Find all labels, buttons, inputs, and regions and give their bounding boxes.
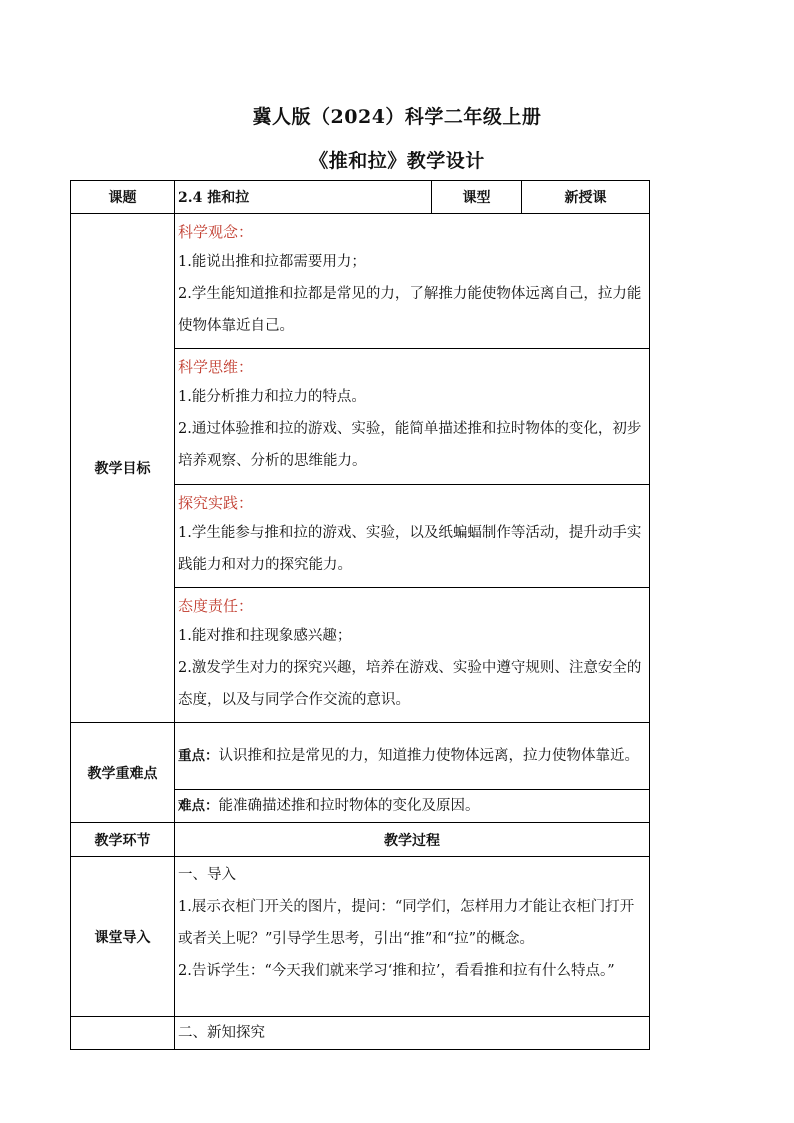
- process-header: 教学过程: [175, 823, 650, 857]
- goal-heading: 科学思维：: [178, 358, 254, 376]
- document-title: 冀人版（2024）科学二年级上册: [252, 106, 542, 128]
- goal-section-concept: [175, 214, 650, 349]
- type-value: 新授课: [522, 181, 650, 214]
- goal-line: 2.学生能知道推和拉都是常见的力，了解推力能使物体远离自己，拉力能使物体靠近自己。: [178, 286, 642, 334]
- intro-line: 1.展示衣柜门开关的图片，提问：“同学们，怎样用力才能让衣柜门打开或者关上呢？”引导学生思考，引出“推”和“拉”的概念。: [178, 899, 635, 947]
- type-label: 课型: [432, 181, 522, 214]
- goal-line: 1.能分析推力和拉力的特点。: [178, 389, 366, 405]
- topic-label: 课题: [71, 181, 175, 214]
- difficulty-text: 能准确描述推和拉时物体的变化及原因。: [218, 798, 480, 814]
- key-points-label: 教学重难点: [71, 723, 175, 823]
- goal-section-practice: [175, 485, 650, 588]
- focus-cell: [175, 723, 650, 790]
- goal-line: 2.通过体验推和拉的游戏、实验，能简单描述推和拉时物体的变化，初步培养观察、分析的思维能力。: [178, 421, 642, 469]
- goal-heading: 探究实践：: [178, 494, 254, 512]
- difficulty-cell: [175, 790, 650, 823]
- goal-section-thinking: [175, 349, 650, 485]
- difficulty-label: 难点：: [178, 798, 219, 814]
- goal-section-attitude: [175, 588, 650, 723]
- document-subtitle: 《推和拉》教学设计: [309, 150, 485, 172]
- stage-header: 教学环节: [71, 823, 175, 857]
- goal-line: 1.能说出推和拉都需要用力；: [178, 254, 366, 270]
- intro-content: [175, 857, 650, 1017]
- topic-row: [71, 181, 650, 214]
- topic-value: 2.4 推和拉: [175, 181, 432, 214]
- focus-label: 重点：: [178, 748, 219, 764]
- goal-line: 2.激发学生对力的探究兴趣，培养在游戏、实验中遵守规则、注意安全的态度，以及与同学合作交流的意识。: [178, 660, 642, 708]
- explore-label: [71, 1017, 175, 1050]
- goals-label: 教学目标: [71, 214, 175, 723]
- lesson-plan-table: [70, 180, 650, 1050]
- explore-content: [175, 1017, 650, 1050]
- goal-line: 1.学生能参与推和拉的游戏、实验，以及纸蝙蝠制作等活动，提升动手实践能力和对力的探究能力。: [178, 525, 642, 573]
- explore-line: 二、新知探究: [178, 1025, 265, 1041]
- goal-heading: 科学观念：: [178, 223, 254, 241]
- goal-line: 1.能对推和拄现象感兴趣；: [178, 628, 352, 644]
- intro-line: 一、导入: [178, 867, 236, 883]
- goal-heading: 态度责任：: [178, 597, 254, 615]
- intro-label: 课堂导入: [71, 857, 175, 1017]
- intro-line: 2.告诉学生：“今天我们就来学习‘推和拉’，看看推和拉有什么特点。”: [178, 963, 615, 979]
- focus-text: 认识推和拉是常见的力，知道推力使物体远离，拉力使物体靠近。: [218, 748, 639, 764]
